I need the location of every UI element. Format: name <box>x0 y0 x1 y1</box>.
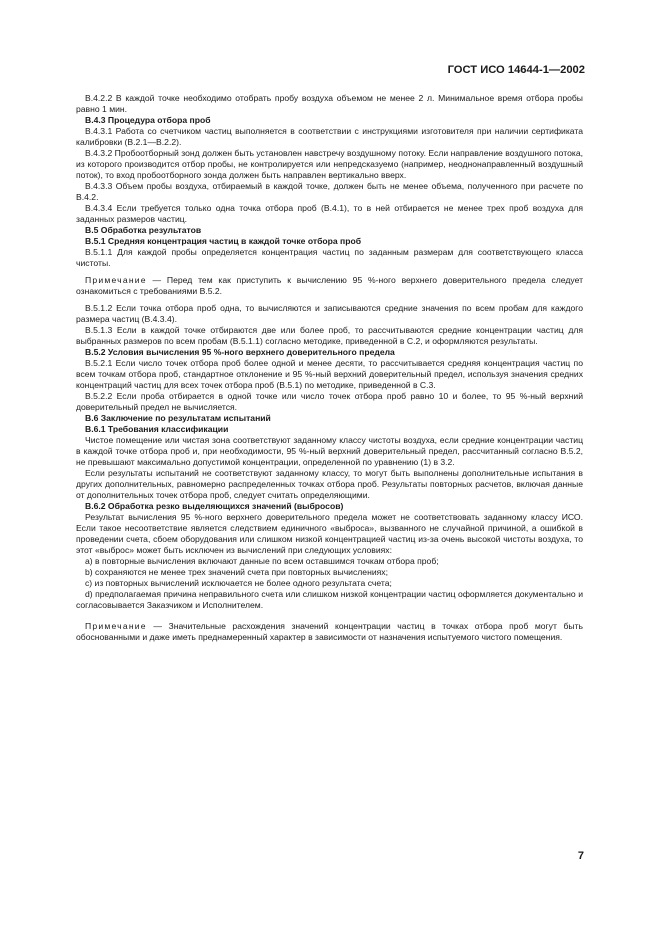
paragraph-b521: B.5.2.1 Если число точек отбора проб более одной и менее десяти, то рассчитывается средняя концентрация частиц по всем точкам отбора проб, стандартное отклонение и 95 %-ный верхний доверительный предел, используя значения средних концентраций частиц для всех точек отбора проб (B.5.1) по методике, приведенной в C.3. <box>76 358 583 390</box>
document-code-header: ГОСТ ИСО 14644-1—2002 <box>447 64 585 76</box>
list-item-c: c) из повторных вычислений исключается не более одного результата счета; <box>85 578 392 588</box>
paragraph-b511: B.5.1.1 Для каждой пробы определяется концентрация частиц по заданным размерам для соответствующего класса чистоты. <box>76 247 583 268</box>
paragraph-b62: Результат вычисления 95 %-ного верхнего доверительного предела может не соответствовать заданному классу ИСО. Если такое несоответствие является следствием единичного «выброса», вызванного не случайной причиной, а ошибкой в проведении счета, сбоем оборудования или слишком низкой концентрацией частиц из-за очень высокой чистоты воздуха, то этот «выброс» может быть исключен из вычислений при следующих условиях: <box>76 512 583 555</box>
paragraph-b434: B.4.3.4 Если требуется только одна точка отбора проб (B.4.1), то в ней отбирается не менее трех проб воздуха для заданных размеров частиц. <box>76 203 583 224</box>
note-2 <box>76 621 583 643</box>
list-item-d: d) предполагаемая причина неправильного счета или слишком низкой концентрации частиц оформляется документально и согласовывается Заказчиком и Исполнителем. <box>76 589 583 610</box>
heading-b52: B.5.2 Условия вычисления 95 %-ного верхнего доверительного предела <box>85 347 395 357</box>
note-2-label: Примечание <box>85 621 147 631</box>
paragraph-b512: B.5.1.2 Если точка отбора проб одна, то вычисляются и записываются средние значения по всем пробам для каждого размера частиц (B.4.3.4). <box>76 303 583 324</box>
paragraph-b422: B.4.2.2 В каждой точке необходимо отобрать пробу воздуха объемом не менее 2 л. Минимальное время отбора пробы равно 1 мин. <box>76 93 583 114</box>
heading-b51: B.5.1 Средняя концентрация частиц в каждой точке отбора проб <box>85 236 362 246</box>
heading-b62: B.6.2 Обработка резко выделяющихся значений (выбросов) <box>85 501 344 511</box>
heading-b61: B.6.1 Требования классификации <box>85 424 229 434</box>
paragraph-b432: B.4.3.2 Пробоотборный зонд должен быть установлен навстречу воздушному потоку. Если направление воздушного потока, из которого производится отбор пробы, не контролируется или непредсказуемо (например, неоднонаправленный воздушный поток), то вход пробоотборного зонда должен быть направлен вертикально вверх. <box>76 148 583 180</box>
note-1-text: — Перед тем как приступить к вычислению 95 %-ного верхнего доверительного предела следует ознакомиться с требованиями B.5.2. <box>76 275 583 296</box>
paragraph-b61-2: Если результаты испытаний не соответствуют заданному классу, то могут быть выполнены дополнительные испытания в других дополнительных, равномерно распределенных точках отбора проб. Результаты повторных расчетов, включая данные от дополнительных точек отбора проб, следует считать определяющими. <box>76 468 583 500</box>
heading-b5: B.5 Обработка результатов <box>85 225 202 235</box>
paragraph-b522: B.5.2.2 Если проба отбирается в одной точке или число точек отбора проб равно 10 и более, то 95 %-ный верхний доверительный предел не вычисляется. <box>76 391 583 412</box>
list-item-a: a) в повторные вычисления включают данные по всем оставшимся точкам отбора проб; <box>85 556 439 566</box>
paragraph-b513: B.5.1.3 Если в каждой точке отбираются две или более проб, то рассчитываются средние концентрации частиц для выбранных размеров по всем пробам (B.5.1.1) согласно методике, приведенной в C.2, и оформляются результаты. <box>76 325 583 346</box>
heading-b6: B.6 Заключение по результатам испытаний <box>85 413 271 423</box>
page-body <box>76 93 583 649</box>
note-1 <box>76 275 583 297</box>
paragraph-b433: B.4.3.3 Объем пробы воздуха, отбираемый в каждой точке, должен быть не менее объема, полученного при расчете по B.4.2. <box>76 181 583 202</box>
conditions-list <box>76 556 583 611</box>
heading-b43: B.4.3 Процедура отбора проб <box>85 115 211 125</box>
paragraph-b61-1: Чистое помещение или чистая зона соответствуют заданному классу чистоты воздуха, если средние концентрации частиц в каждой точке отбора проб и, при необходимости, 95 %-ный верхний доверительный предел, рассчитанный согласно B.5.2, не превышают максимально допустимой концентрации, определенной по уравнению (1) в 3.2. <box>76 435 583 467</box>
page-number: 7 <box>577 850 584 862</box>
note-2-text: — Значительные расхождения значений концентрации частиц в точках отбора проб могут быть обоснованными и даже иметь преднамеренный характер в зависимости от назначения испытуемого чистого помещения. <box>76 621 583 642</box>
list-item-b: b) сохраняются не менее трех значений счета при повторных вычислениях; <box>85 567 388 577</box>
paragraph-b431: B.4.3.1 Работа со счетчиком частиц выполняется в соответствии с инструкциями изготовителя при наличии сертификата калибровки (B.2.1—B.2.2). <box>76 126 583 147</box>
note-1-label: Примечание <box>85 275 147 285</box>
